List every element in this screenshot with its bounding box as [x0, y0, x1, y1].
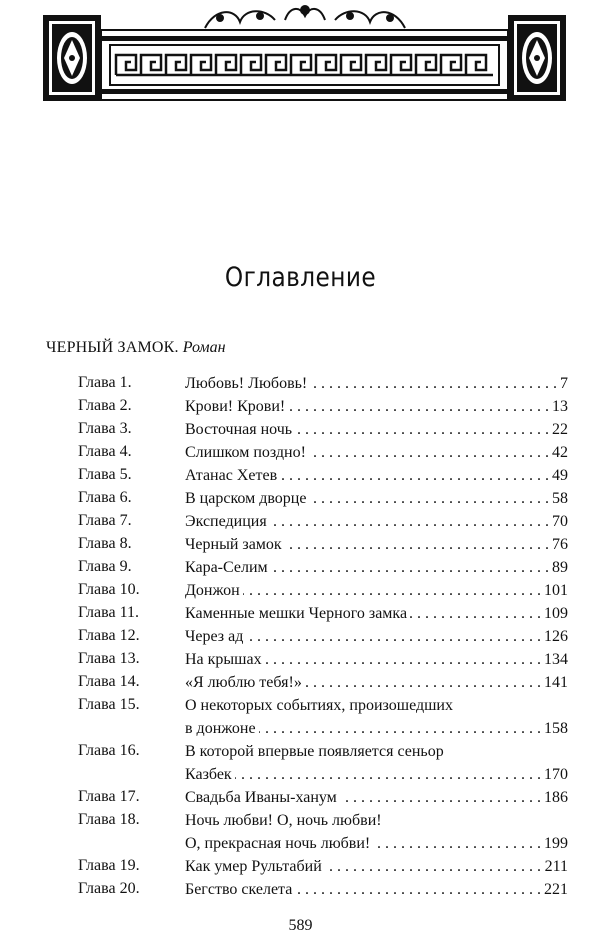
chapter-title: Через ад	[185, 628, 246, 645]
chapter-title: Донжон	[185, 582, 243, 599]
chapter-number: Глава 20.	[78, 880, 140, 897]
chapter-number: Глава 17.	[78, 788, 140, 805]
chapter-number: Глава 6.	[78, 489, 132, 506]
toc-entry	[0, 372, 601, 395]
chapter-number: Глава 16.	[78, 742, 140, 759]
chapter-title: Слишком поздно!	[185, 444, 309, 461]
chapter-entry	[185, 625, 568, 648]
chapter-title: Каменные мешки Черного замка	[185, 605, 410, 622]
toc-entry	[0, 855, 601, 878]
chapter-title: Восточная ночь	[185, 421, 295, 438]
chapter-number: Глава 13.	[78, 650, 140, 667]
chapter-number: Глава 1.	[78, 374, 132, 391]
toc-entry	[0, 786, 601, 809]
chapter-title: Атанас Хетев	[185, 467, 280, 484]
toc-entry	[0, 625, 601, 648]
chapter-title-line-with-leader	[185, 395, 568, 418]
chapter-title-line-with-leader	[185, 533, 568, 556]
chapter-title: В царском дворце	[185, 490, 309, 507]
top-vine-scroll	[205, 6, 405, 28]
chapter-entry	[185, 648, 568, 671]
chapter-title: Черный замок	[185, 536, 285, 553]
toc-entry	[0, 579, 601, 602]
chapter-title: Как умер Рультабий	[185, 858, 325, 875]
chapter-page-number: 211	[541, 855, 568, 878]
chapter-title-line-with-leader	[185, 418, 568, 441]
chapter-entry	[185, 740, 568, 786]
chapter-entry	[185, 694, 568, 740]
chapter-number: Глава 5.	[78, 466, 132, 483]
chapter-entry	[185, 395, 568, 418]
toc-entry	[0, 533, 601, 556]
chapter-title: Экспедиция	[185, 513, 270, 530]
chapter-title-line-with-leader	[185, 487, 568, 510]
novel-title: ЧЕРНЫЙ ЗАМОК.	[46, 339, 179, 356]
chapter-page-number: 58	[548, 487, 568, 510]
chapter-entry	[185, 441, 568, 464]
toc-entry	[0, 441, 601, 464]
chapter-title-line-with-leader	[185, 832, 568, 855]
chapter-page-number: 7	[556, 372, 568, 395]
chapter-title: Крови! Крови!	[185, 398, 288, 415]
chapter-entry	[185, 556, 568, 579]
chapter-page-number: 22	[548, 418, 568, 441]
chapter-title: Ночь любви! О, ночь любви!	[185, 812, 385, 829]
chapter-number: Глава 8.	[78, 535, 132, 552]
chapter-title-line-with-leader	[185, 878, 568, 901]
chapter-number: Глава 14.	[78, 673, 140, 690]
chapter-title-line-with-leader	[185, 441, 568, 464]
chapter-number: Глава 2.	[78, 397, 132, 414]
page-title: Оглавление	[224, 262, 377, 293]
chapter-title-line-with-leader	[185, 717, 568, 740]
chapter-title-line-with-leader	[185, 464, 568, 487]
left-ornament-panel	[43, 15, 101, 101]
chapter-title-line-with-leader	[185, 786, 568, 809]
chapter-number: Глава 15.	[78, 696, 140, 713]
chapter-title-line-with-leader	[185, 671, 568, 694]
chapter-page-number: 158	[540, 717, 568, 740]
chapter-title: О некоторых событиях, произошедших	[185, 697, 456, 714]
page-number: 589	[288, 917, 313, 934]
toc-entry	[0, 671, 601, 694]
chapter-entry	[185, 671, 568, 694]
toc-entry	[0, 487, 601, 510]
chapter-number: Глава 19.	[78, 857, 140, 874]
decorative-header-border	[0, 0, 601, 110]
chapter-title: Казбек	[185, 766, 235, 783]
chapter-number: Глава 9.	[78, 558, 132, 575]
chapter-entry	[185, 372, 568, 395]
chapter-title: «Я люблю тебя!»	[185, 674, 305, 691]
chapter-number: Глава 11.	[78, 604, 139, 621]
chapter-title-line	[185, 740, 568, 763]
chapter-page-number: 134	[540, 648, 568, 671]
chapter-title-line	[185, 694, 568, 717]
toc-entry	[0, 556, 601, 579]
toc-entry	[0, 809, 601, 855]
chapter-title: Свадьба Иваны-ханум	[185, 789, 340, 806]
chapter-entry	[185, 786, 568, 809]
greek-key-band	[101, 30, 508, 100]
chapter-title-line-with-leader	[185, 648, 568, 671]
chapter-title: О, прекрасная ночь любви!	[185, 835, 373, 852]
chapter-title: Бегство скелета	[185, 881, 295, 898]
chapter-entry	[185, 464, 568, 487]
chapter-entry	[185, 418, 568, 441]
chapter-title-line-with-leader	[185, 855, 568, 878]
toc-entry	[0, 878, 601, 901]
chapter-page-number: 109	[540, 602, 568, 625]
toc-entry	[0, 395, 601, 418]
right-ornament-panel	[508, 15, 566, 101]
novel-genre: Роман	[182, 339, 226, 356]
chapter-page-number: 70	[548, 510, 568, 533]
chapter-title: Кара-Селим	[185, 559, 271, 576]
section-heading	[46, 339, 226, 357]
chapter-entry	[185, 510, 568, 533]
chapter-title-line-with-leader	[185, 602, 568, 625]
chapter-page-number: 101	[540, 579, 568, 602]
chapter-page-number: 126	[540, 625, 568, 648]
chapter-page-number: 170	[540, 763, 568, 786]
toc-entry	[0, 464, 601, 487]
chapter-page-number: 186	[540, 786, 568, 809]
toc-entry	[0, 648, 601, 671]
chapter-page-number: 13	[548, 395, 568, 418]
chapter-number: Глава 12.	[78, 627, 140, 644]
toc-entry	[0, 602, 601, 625]
chapter-title-line-with-leader	[185, 763, 568, 786]
chapter-entry	[185, 878, 568, 901]
toc-entry	[0, 418, 601, 441]
chapter-page-number: 76	[548, 533, 568, 556]
toc-entry	[0, 740, 601, 786]
chapter-title: Любовь! Любовь!	[185, 375, 310, 392]
chapter-title-line	[185, 809, 568, 832]
chapter-page-number: 199	[540, 832, 568, 855]
chapter-number: Глава 3.	[78, 420, 132, 437]
chapter-number: Глава 7.	[78, 512, 132, 529]
chapter-entry	[185, 602, 568, 625]
chapter-title-line-with-leader	[185, 372, 568, 395]
chapter-page-number: 89	[548, 556, 568, 579]
toc-entry	[0, 694, 601, 740]
chapter-entry	[185, 579, 568, 602]
chapter-title: В которой впервые появляется сеньор	[185, 743, 447, 760]
chapter-title-line-with-leader	[185, 579, 568, 602]
chapter-entry	[185, 487, 568, 510]
chapter-title: На крышах	[185, 651, 265, 668]
chapter-page-number: 42	[548, 441, 568, 464]
chapter-number: Глава 4.	[78, 443, 132, 460]
chapter-entry	[185, 533, 568, 556]
chapter-title-line-with-leader	[185, 510, 568, 533]
chapter-page-number: 221	[540, 878, 568, 901]
chapter-page-number: 49	[548, 464, 568, 487]
chapter-number: Глава 18.	[78, 811, 140, 828]
chapter-entry	[185, 855, 568, 878]
chapter-page-number: 141	[540, 671, 568, 694]
chapter-title-line-with-leader	[185, 625, 568, 648]
chapter-entry	[185, 809, 568, 855]
chapter-number: Глава 10.	[78, 581, 140, 598]
chapter-title-line-with-leader	[185, 556, 568, 579]
chapter-title: в донжоне	[185, 720, 259, 737]
toc-entry	[0, 510, 601, 533]
